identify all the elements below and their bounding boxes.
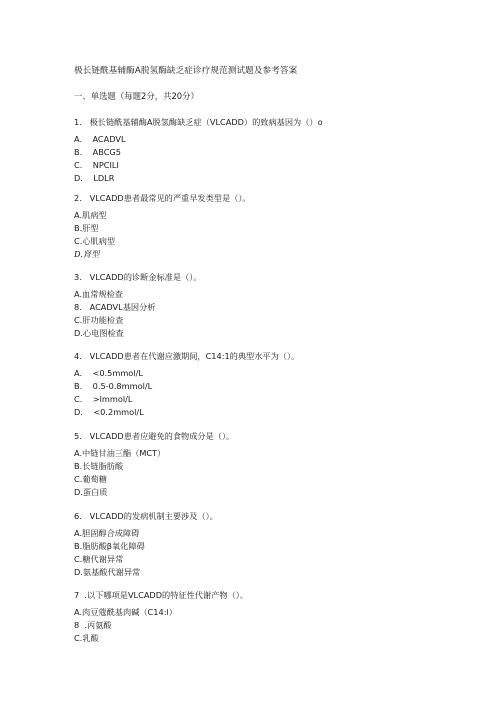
option: A.肌病型: [74, 210, 107, 220]
question-7: [74, 589, 248, 645]
option: 8. ACADVL基因分析: [74, 302, 156, 312]
question-stem: 7 .以下哪项是VLCADD的特征性代谢产物（）。: [74, 590, 249, 600]
option: C.乳酸: [74, 633, 99, 643]
document-title: 极长链酰基辅酶A脱氢酶缺乏症诊疗规范测试题及参考答案: [74, 66, 298, 76]
question-1: [74, 116, 323, 185]
question-stem: 4. VLCADD患者在代谢应激期间，C14:1的典型水平为（）。: [74, 351, 300, 361]
question-6: [74, 510, 218, 579]
option: B.肝型: [74, 223, 99, 233]
option: B. 0.5-0.8mmol/L: [74, 381, 153, 391]
option: B.脂肪酸β氧化障碍: [74, 541, 145, 551]
option: C.肝功能检查: [74, 315, 124, 325]
option: D.肾型: [74, 249, 100, 259]
option: B.长链脂肪酸: [74, 461, 124, 471]
question-stem: 2. VLCADD患者最常见的严重早发类型是（）。: [74, 193, 251, 203]
question-stem: 5. VLCADD患者应避免的食物成分是（）。: [74, 431, 235, 441]
option: C.心肌病型: [74, 236, 116, 246]
option: A.肉豆蔻酰基肉碱（C14:l）: [74, 607, 177, 617]
question-2: [74, 192, 251, 261]
option: C.糖代谢异常: [74, 554, 124, 564]
question-4: [74, 350, 299, 419]
option: C. >lmmol/L: [74, 394, 133, 404]
option: A. ACADVL: [74, 134, 126, 144]
question-stem: 6. VLCADD的发病机制主要涉及（）。: [74, 511, 218, 521]
option: A. <0.5mmol/L: [74, 368, 143, 378]
option: B. ABCG5: [74, 147, 121, 157]
question-3: [74, 271, 201, 340]
question-5: [74, 430, 234, 499]
option: A.胆固醇合成障碍: [74, 528, 140, 538]
option: A.中链甘油三酯（MCT）: [74, 448, 166, 458]
option: D.氨基酸代谢异常: [74, 567, 141, 577]
question-stem: 1. 极长链酰基辅酶A脱氢酶缺乏症（VLCADD）的致病基因为（）o: [74, 117, 323, 127]
option: D. LDLR: [74, 173, 115, 183]
option: D.心电图检查: [74, 328, 124, 338]
section-heading: 一、单选题（每题2分，共20分）: [74, 91, 199, 101]
question-stem: 3. VLCADD的诊断金标准是（）。: [74, 272, 202, 282]
option: D. <0.2mmol/L: [74, 407, 144, 417]
option: 8 .丙氨酸: [74, 620, 112, 630]
option: D.蛋白质: [74, 487, 108, 497]
option: C.葡萄糖: [74, 474, 107, 484]
option: C. NPCILI: [74, 160, 119, 170]
option: A.血常规检查: [74, 289, 123, 299]
